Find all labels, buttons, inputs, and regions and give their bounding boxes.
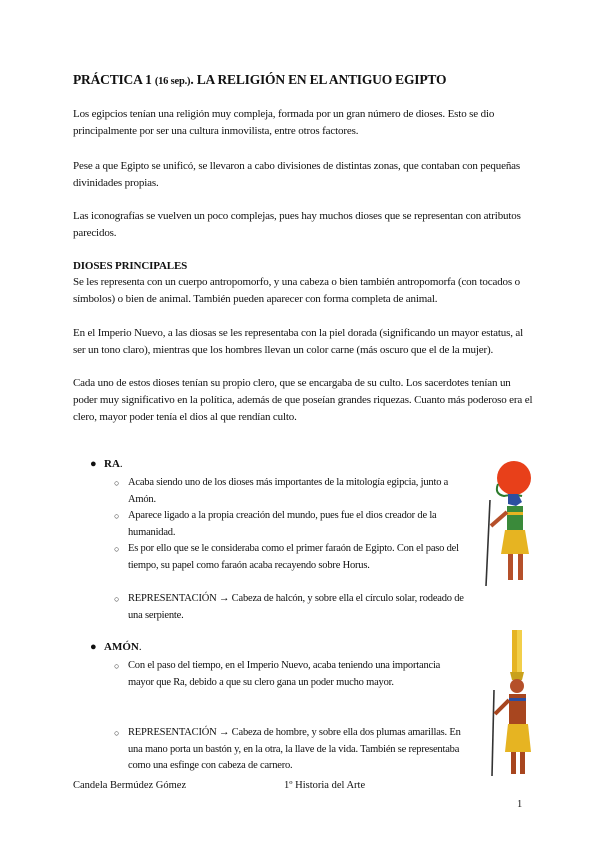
- kilt: [505, 724, 531, 752]
- section-paragraph-3: Cada uno de estos dioses tenían su propio clero, que se encargaba de su culto. Los sacerdotes tenían un poder muy significativo en la política, además de que poseían grandes riquezas. Cuanto más poderoso era el clero, mayor poder tenía el dios al que rendían culto.: [73, 377, 533, 423]
- sub-bullet: ○: [114, 728, 120, 738]
- amon-point-2-text: REPRESENTACIÓN → Cabeza de hombre, y sobre ella dos plumas amarillas. En una mano porta un bastón y, en la otra, la llave de la vida. También se representaba como una esfinge con cabeza de carnero.: [128, 727, 461, 771]
- staff: [486, 500, 490, 586]
- amon-point-1: [114, 658, 468, 691]
- ra-point-3-text: Es por ello que se le consideraba como el primer faraón de Egipto. Con el paso del tiempo, su papel como faraón acaba recayendo sobre Horus.: [128, 543, 459, 571]
- crown: [510, 672, 524, 680]
- god-name-suffix: .: [119, 458, 123, 470]
- sub-bullet: ○: [114, 661, 120, 671]
- title-rest: . LA RELIGIÓN EN EL ANTIGUO EGIPTO: [190, 72, 447, 87]
- intro-paragraph-1: Los egipcios tenían una religión muy compleja, formada por un gran número de dioses. Esto se dio principalmente por ser una cultura inmovilista, entre otros factores.: [73, 108, 495, 137]
- intro-paragraph-2: Pese a que Egipto se unificó, se llevaron a cabo divisiones de distintas zonas, que contaban con pequeñas divinidades propias.: [73, 160, 521, 189]
- ra-point-4-text: REPRESENTACIÓN → Cabeza de halcón, y sobre ella el círculo solar, rodeado de una serpiente.: [128, 593, 464, 621]
- sub-bullet: ○: [114, 511, 120, 521]
- ra-point-2: [114, 508, 468, 541]
- collar: [507, 512, 523, 515]
- title-date: (16 sep.): [154, 76, 191, 87]
- leg-left: [508, 554, 513, 580]
- god-name: AMÓN: [104, 641, 139, 653]
- section-paragraph-2: En el Imperio Nuevo, a las diosas se les representaba con la piel dorada (significando un mayor estatus, al ser un tono claro), mientras que los hombres llevan un color carne (más oscuro que el de la mujer).: [73, 327, 524, 356]
- ra-point-2-text: Aparece ligado a la propia creación del mundo, pues fue el dios creador de la humanidad.: [128, 510, 437, 538]
- ra-illustration: [474, 460, 544, 590]
- god-name-suffix: .: [138, 641, 142, 653]
- footer-author: Candela Bermúdez Gómez: [73, 780, 187, 791]
- god-bullet-ra: [90, 458, 123, 470]
- sub-bullet: ○: [114, 544, 120, 554]
- sub-bullet: ○: [114, 478, 120, 488]
- amon-point-2: [114, 725, 468, 775]
- bullet-dot: ●: [90, 641, 97, 653]
- ra-point-3: [114, 541, 468, 574]
- leg-left: [511, 752, 516, 774]
- god-name: RA: [104, 458, 120, 470]
- arm: [495, 700, 509, 714]
- page-number: 1: [517, 799, 523, 810]
- ra-point-4: [114, 591, 468, 624]
- plume-left: [512, 630, 517, 672]
- god-bullet-amon: [90, 641, 142, 653]
- footer-course: 1º Historia del Arte: [284, 780, 366, 791]
- ra-point-1: [114, 475, 468, 508]
- section-heading: DIOSES PRINCIPALES: [73, 260, 188, 272]
- sun-disk: [497, 461, 531, 495]
- torso: [507, 506, 523, 530]
- kilt: [501, 530, 529, 554]
- amon-illustration: [484, 628, 544, 778]
- sub-bullet: ○: [114, 594, 120, 604]
- bullet-dot: ●: [90, 458, 97, 470]
- leg-right: [520, 752, 525, 774]
- ra-point-1-text: Acaba siendo uno de los dioses más importantes de la mitología egipcia, junto a Amón.: [128, 477, 449, 505]
- title-main: PRÁCTICA 1: [73, 72, 155, 87]
- plume-right: [517, 630, 522, 672]
- staff: [492, 690, 494, 776]
- amon-point-1-text: Con el paso del tiempo, en el Imperio Nuevo, acaba teniendo una importancia mayor que Ra, debido a que su clero gana un poder mucho mayor.: [128, 660, 441, 688]
- head: [510, 679, 524, 693]
- leg-right: [518, 554, 523, 580]
- arm: [491, 512, 507, 526]
- page-title: [73, 72, 446, 88]
- collar: [509, 698, 526, 701]
- section-paragraph-1: Se les representa con un cuerpo antropomorfo, y una cabeza o bien también antropomorfa (con tocados o símbolos) o bien de animal. También pueden aparecer con forma completa de animal.: [73, 276, 520, 305]
- intro-paragraph-3: Las iconografías se vuelven un poco complejas, pues hay muchos dioses que se representan con atributos parecidos.: [73, 210, 521, 239]
